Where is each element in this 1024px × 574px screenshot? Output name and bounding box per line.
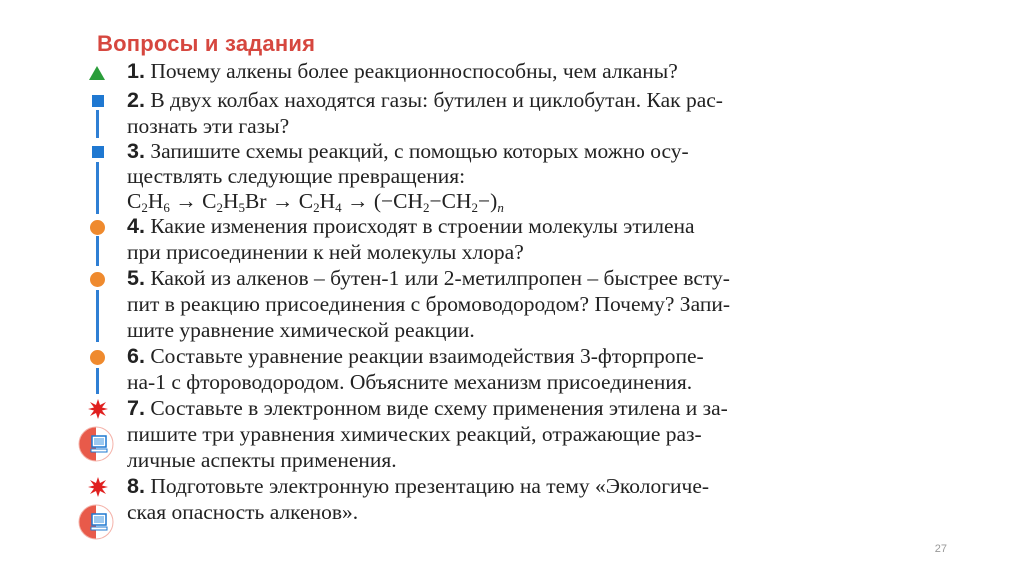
question-5-cont: шите уравнение химической реакции. bbox=[127, 318, 475, 342]
triangle-icon bbox=[89, 66, 105, 80]
question-1 bbox=[127, 58, 678, 84]
question-number: 3. bbox=[127, 139, 145, 163]
question-3-cont: ществлять следующие превращения: bbox=[127, 164, 466, 188]
page-number: 27 bbox=[934, 543, 947, 555]
star-icon bbox=[88, 477, 108, 497]
circle-icon bbox=[90, 350, 105, 365]
question-text: В двух колбах находятся газы: бутилен и циклобутан. Как рас- bbox=[150, 88, 723, 112]
reaction-formula: $C_2H_6 \to C_2H_5Br \to C_2H_4 \to (-CH_2-CH_2-)_n$ bbox=[127, 189, 504, 215]
question-text: Составьте в электронном виде схему применения этилена и за- bbox=[150, 396, 728, 420]
question-text: Подготовьте электронную презентацию на тему «Экологиче- bbox=[150, 474, 710, 498]
question-8-cont: ская опасность алкенов». bbox=[127, 500, 359, 524]
question-8 bbox=[127, 473, 709, 499]
question-number: 4. bbox=[127, 214, 145, 238]
question-text: Почему алкены более реакционноспособны, чем алканы? bbox=[150, 59, 678, 83]
question-number: 8. bbox=[127, 474, 145, 498]
computer-icon bbox=[78, 504, 114, 540]
question-5 bbox=[127, 265, 730, 291]
connector-bar bbox=[96, 162, 99, 214]
question-text: Какой из алкенов – бутен-1 или 2-метилпропен – быстрее всту- bbox=[150, 266, 730, 290]
connector-bar bbox=[96, 290, 99, 342]
question-4-cont: при присоединении к ней молекулы хлора? bbox=[127, 240, 524, 264]
question-6-cont: на-1 с фтороводородом. Объясните механизм присоединения. bbox=[127, 370, 693, 394]
connector-bar bbox=[96, 368, 99, 394]
question-number: 1. bbox=[127, 59, 145, 83]
star-icon bbox=[88, 399, 108, 419]
page-title: Вопросы и задания bbox=[97, 31, 316, 56]
circle-icon bbox=[90, 220, 105, 235]
question-text: Составьте уравнение реакции взаимодействия 3-фторпропе- bbox=[150, 344, 704, 368]
question-text: Запишите схемы реакций, с помощью которых можно осу- bbox=[150, 139, 689, 163]
square-icon bbox=[92, 146, 104, 158]
question-7 bbox=[127, 395, 728, 421]
question-text: Какие изменения происходят в строении молекулы этилена bbox=[150, 214, 695, 238]
question-7-cont: пишите три уравнения химических реакций, отражающие раз- bbox=[127, 422, 702, 446]
connector-bar bbox=[96, 236, 99, 266]
question-2-cont: познать эти газы? bbox=[127, 114, 290, 138]
question-number: 6. bbox=[127, 344, 145, 368]
question-6 bbox=[127, 343, 704, 369]
computer-icon bbox=[78, 426, 114, 462]
connector-bar bbox=[96, 110, 99, 138]
square-icon bbox=[92, 95, 104, 107]
question-number: 7. bbox=[127, 396, 145, 420]
question-5-cont: пит в реакцию присоединения с бромоводородом? Почему? Запи- bbox=[127, 292, 731, 316]
question-number: 5. bbox=[127, 266, 145, 290]
question-4 bbox=[127, 213, 695, 239]
circle-icon bbox=[90, 272, 105, 287]
question-7-cont: личные аспекты применения. bbox=[127, 448, 397, 472]
question-3 bbox=[127, 138, 689, 164]
question-2 bbox=[127, 87, 723, 113]
question-number: 2. bbox=[127, 88, 145, 112]
